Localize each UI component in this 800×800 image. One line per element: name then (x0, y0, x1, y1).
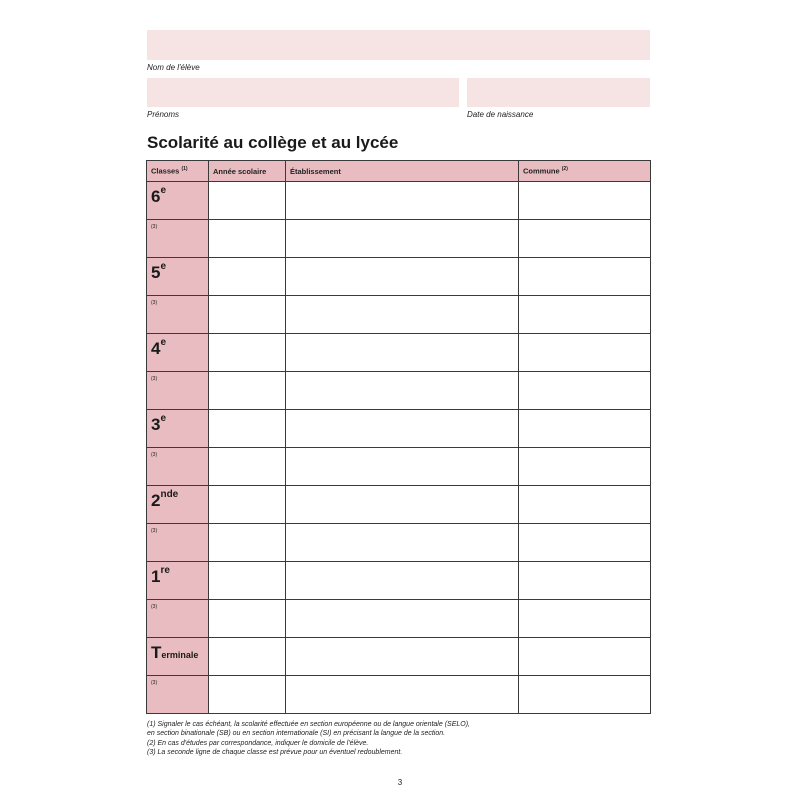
class-4-annee-scolaire-cell[interactable] (209, 486, 286, 524)
class-2-repeat-cell (147, 372, 209, 410)
class-4-repeat-cell (147, 524, 209, 562)
class-3-annee-scolaire-cell[interactable] (209, 410, 286, 448)
table-row (147, 562, 651, 600)
table-row (147, 258, 651, 296)
class-4-repeat-etablissement-cell[interactable] (286, 524, 519, 562)
class-4-repeat-commune-cell[interactable] (519, 524, 651, 562)
header-commune-note: (2) (561, 166, 568, 173)
class-name-base: 2 (151, 491, 161, 510)
class-name (151, 263, 166, 283)
class-6-repeat-commune-cell[interactable] (519, 676, 651, 714)
repeat-note-mark: (3) (151, 452, 158, 458)
class-1-cell (147, 258, 209, 296)
table-row (147, 486, 651, 524)
class-name (151, 491, 178, 511)
class-0-annee-scolaire-cell[interactable] (209, 182, 286, 220)
footnote-2: (2) En cas d'études par correspondance, indiquer le domicile de l'élève. (147, 739, 369, 747)
table-row (147, 334, 651, 372)
footnote-1: (1) Signaler le cas échéant, la scolarité effectuée en section européenne ou de langue orientale (SELO), (147, 721, 470, 728)
class-name-rest: erminale (161, 650, 199, 660)
class-name-suffix: e (160, 337, 167, 349)
class-0-repeat-commune-cell[interactable] (519, 220, 651, 258)
class-name-suffix: e (160, 261, 167, 273)
class-3-commune-cell[interactable] (519, 410, 651, 448)
class-0-etablissement-cell[interactable] (286, 182, 519, 220)
nom-label: Nom de l'élève (147, 63, 200, 72)
class-name-base: 5 (151, 263, 161, 282)
date-naissance-input[interactable] (467, 78, 650, 107)
class-2-repeat-annee-scolaire-cell[interactable] (209, 372, 286, 410)
class-6-repeat-cell (147, 676, 209, 714)
class-5-commune-cell[interactable] (519, 562, 651, 600)
table-row (147, 600, 651, 638)
header-commune (519, 161, 651, 182)
footnote-3: (3) La seconde ligne de chaque classe est prévue pour un éventuel redoublement. (147, 748, 403, 756)
class-name (151, 415, 166, 435)
class-name-suffix: e (160, 185, 167, 197)
table-row (147, 372, 651, 410)
nom-input[interactable] (147, 30, 650, 60)
class-2-commune-cell[interactable] (519, 334, 651, 372)
class-name-base: 4 (151, 339, 161, 358)
class-name (151, 567, 170, 587)
header-etablissement: Établissement (286, 161, 519, 182)
footnote-1-cont: en section binationale (SB) ou en section internationale (SI) en précisant la langue de la section. (147, 730, 446, 738)
class-3-repeat-annee-scolaire-cell[interactable] (209, 448, 286, 486)
class-4-cell (147, 486, 209, 524)
class-3-repeat-etablissement-cell[interactable] (286, 448, 519, 486)
class-6-repeat-annee-scolaire-cell[interactable] (209, 676, 286, 714)
scolarite-table (146, 160, 651, 714)
class-name-base: T (151, 643, 162, 662)
class-2-repeat-commune-cell[interactable] (519, 372, 651, 410)
table-row (147, 296, 651, 334)
class-5-cell (147, 562, 209, 600)
section-title: Scolarité au collège et au lycée (147, 133, 399, 152)
class-0-cell (147, 182, 209, 220)
table-header-row (147, 161, 651, 182)
table-row (147, 182, 651, 220)
class-6-etablissement-cell[interactable] (286, 638, 519, 676)
class-2-repeat-etablissement-cell[interactable] (286, 372, 519, 410)
class-name-base: 3 (151, 415, 161, 434)
repeat-note-mark: (3) (151, 528, 158, 534)
table-row (147, 220, 651, 258)
class-1-repeat-cell (147, 296, 209, 334)
prenoms-input[interactable] (147, 78, 459, 107)
table-row (147, 638, 651, 676)
table-row (147, 410, 651, 448)
date-naissance-label: Date de naissance (467, 110, 534, 119)
class-name (151, 339, 166, 359)
class-1-annee-scolaire-cell[interactable] (209, 258, 286, 296)
class-4-repeat-annee-scolaire-cell[interactable] (209, 524, 286, 562)
header-classes (147, 161, 209, 182)
repeat-note-mark: (3) (151, 224, 158, 230)
class-0-repeat-etablissement-cell[interactable] (286, 220, 519, 258)
class-5-annee-scolaire-cell[interactable] (209, 562, 286, 600)
class-2-etablissement-cell[interactable] (286, 334, 519, 372)
class-2-annee-scolaire-cell[interactable] (209, 334, 286, 372)
header-annee-scolaire: Année scolaire (209, 161, 286, 182)
class-5-etablissement-cell[interactable] (286, 562, 519, 600)
class-6-cell (147, 638, 209, 676)
class-5-repeat-annee-scolaire-cell[interactable] (209, 600, 286, 638)
class-6-commune-cell[interactable] (519, 638, 651, 676)
class-1-repeat-commune-cell[interactable] (519, 296, 651, 334)
class-4-etablissement-cell[interactable] (286, 486, 519, 524)
class-1-repeat-etablissement-cell[interactable] (286, 296, 519, 334)
repeat-note-mark: (3) (151, 604, 158, 610)
table-row (147, 448, 651, 486)
class-name-base: 6 (151, 187, 161, 206)
class-0-repeat-annee-scolaire-cell[interactable] (209, 220, 286, 258)
class-name-suffix: nde (160, 489, 179, 501)
class-5-repeat-commune-cell[interactable] (519, 600, 651, 638)
footnotes (147, 720, 470, 757)
class-5-repeat-cell (147, 600, 209, 638)
class-name-suffix: re (160, 565, 170, 577)
class-3-cell (147, 410, 209, 448)
repeat-note-mark: (3) (151, 376, 158, 382)
header-classes-label: Classes (151, 166, 180, 176)
class-4-commune-cell[interactable] (519, 486, 651, 524)
class-0-commune-cell[interactable] (519, 182, 651, 220)
page-number: 3 (397, 778, 403, 787)
repeat-note-mark: (3) (151, 300, 158, 306)
class-name (151, 187, 166, 207)
prenoms-label: Prénoms (147, 110, 180, 119)
class-name-suffix: e (160, 413, 167, 425)
class-1-repeat-annee-scolaire-cell[interactable] (209, 296, 286, 334)
table-row (147, 524, 651, 562)
header-commune-label: Commune (523, 166, 560, 176)
table-row (147, 676, 651, 714)
class-6-annee-scolaire-cell[interactable] (209, 638, 286, 676)
class-name (151, 643, 198, 663)
repeat-note-mark: (3) (151, 680, 158, 686)
class-0-repeat-cell (147, 220, 209, 258)
class-1-etablissement-cell[interactable] (286, 258, 519, 296)
class-2-cell (147, 334, 209, 372)
class-1-commune-cell[interactable] (519, 258, 651, 296)
class-3-repeat-commune-cell[interactable] (519, 448, 651, 486)
class-3-etablissement-cell[interactable] (286, 410, 519, 448)
header-classes-note: (1) (181, 166, 188, 173)
class-3-repeat-cell (147, 448, 209, 486)
class-6-repeat-etablissement-cell[interactable] (286, 676, 519, 714)
class-name-base: 1 (151, 567, 161, 586)
class-5-repeat-etablissement-cell[interactable] (286, 600, 519, 638)
